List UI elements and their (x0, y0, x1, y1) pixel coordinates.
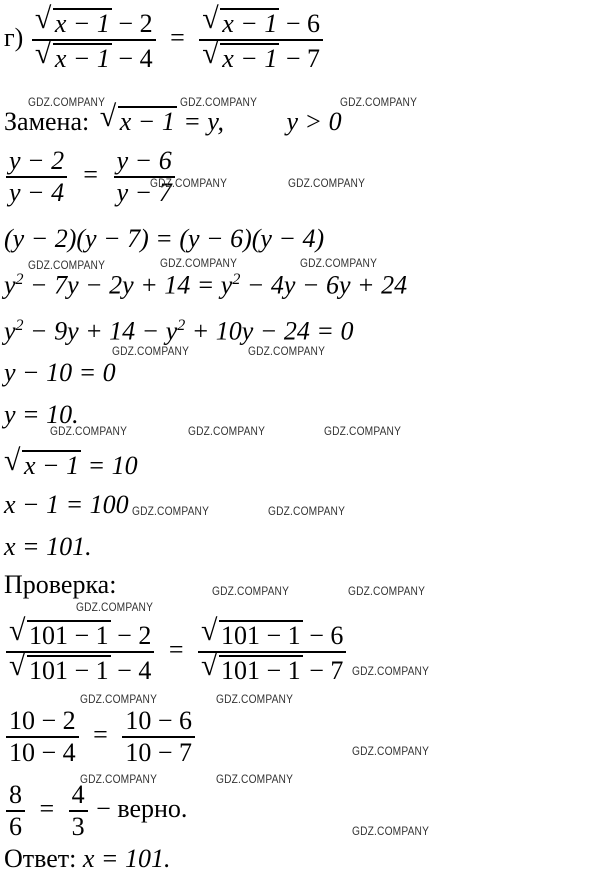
watermark: GDZ.COMPANY (216, 772, 294, 786)
watermark: GDZ.COMPANY (300, 256, 378, 270)
substitution-condition: y > 0 (286, 107, 342, 136)
watermark: GDZ.COMPANY (348, 584, 426, 598)
watermark: GDZ.COMPANY (212, 584, 290, 598)
watermark: GDZ.COMPANY (112, 344, 190, 358)
problem-label: г) (4, 22, 24, 52)
watermark: GDZ.COMPANY (352, 744, 430, 758)
lhs-fraction: √ x − 1 − 2 √ x − 1 − 4 (32, 8, 156, 72)
watermark: GDZ.COMPANY (28, 95, 106, 109)
rhs-fraction: √ x − 1 − 6 √ x − 1 − 7 (199, 8, 323, 72)
watermark: GDZ.COMPANY (216, 692, 294, 706)
substitution-line: Замена: √ x − 1 = y, y > 0 (4, 106, 342, 135)
watermark: GDZ.COMPANY (28, 258, 106, 272)
watermark: GDZ.COMPANY (180, 95, 258, 109)
watermark: GDZ.COMPANY (324, 424, 402, 438)
watermark: GDZ.COMPANY (150, 176, 228, 190)
watermark: GDZ.COMPANY (160, 256, 238, 270)
check-equation-numeric: $\frac{10 - 2}{10 - 4}$ = $\frac{10 - 6}{10 - 7}$ (4, 708, 197, 766)
step-4: y − 10 = 0 (4, 358, 116, 387)
equation-header: г) √ x − 1 − 2 √ x − 1 − 4 = √ x − 1 − 6 √ x − 1 − 7 (4, 8, 325, 72)
step-3: $y^2 - 9y + 14 - y^2 + 10y - 24 = 0$ (4, 316, 354, 346)
watermark: GDZ.COMPANY (268, 504, 346, 518)
watermark: GDZ.COMPANY (188, 424, 266, 438)
answer-line (4, 846, 170, 872)
step-1: (y − 2)(y − 7) = (y − 6)(y − 4) (4, 224, 325, 253)
step-8: x = 101. (4, 532, 92, 561)
check-result: $\frac{8}{6}$ = $\frac{4}{3}$ − верно. (4, 782, 187, 840)
step-7: x − 1 = 100 (4, 490, 129, 519)
answer-value: x = 101. (82, 844, 171, 873)
step-2: $y^2 - 7y - 2y + 14 = y^2 - 4y - 6y + 24$ (4, 270, 408, 300)
watermark: GDZ.COMPANY (132, 504, 210, 518)
step-5: y = 10. (4, 400, 79, 429)
watermark: GDZ.COMPANY (352, 664, 430, 678)
step-6: √ x − 1 = 10 (4, 450, 138, 479)
watermark: GDZ.COMPANY (352, 824, 430, 838)
substitution-word: Замена: (4, 107, 90, 136)
answer-label: Ответ: (4, 844, 77, 873)
y-fraction-equation: $\frac{y - 2}{y - 4}$ = $\frac{y - 6}{y - 7}$ (4, 148, 177, 206)
watermark: GDZ.COMPANY (248, 344, 326, 358)
check-title: Проверка: (4, 570, 117, 599)
check-equation-radicals: √ 101 − 1 − 2 √ 101 − 1 − 4 = √ 101 − 1 − 6 √ 101 − 1 − 7 (4, 620, 348, 684)
watermark: GDZ.COMPANY (80, 692, 158, 706)
watermark: GDZ.COMPANY (340, 95, 418, 109)
watermark: GDZ.COMPANY (288, 176, 366, 190)
watermark: GDZ.COMPANY (76, 600, 154, 614)
watermark: GDZ.COMPANY (50, 424, 128, 438)
watermark: GDZ.COMPANY (80, 772, 158, 786)
